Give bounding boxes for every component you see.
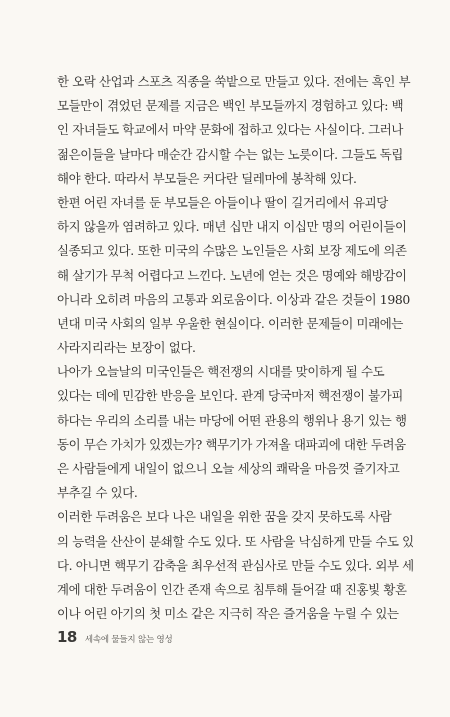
text-line: 있다는 데에 민감한 반응을 보인다. 관계 당국마저 핵전쟁이 불가피 — [57, 388, 404, 404]
text-line: 이러한 두려움은 보다 나은 내일을 위한 꿈을 갖지 못하도록 사람 — [57, 509, 392, 525]
paragraph-1 — [57, 70, 411, 191]
text-line: 하지 않을까 염려하고 있다. 매년 십만 내지 이십만 명의 어린이들이 — [57, 219, 407, 235]
text-line: 해 살기가 무척 어렵다고 느낀다. 노년에 얻는 것은 명예와 해방감이 — [57, 267, 407, 283]
text-line: 동이 무슨 가치가 있겠는가? 핵무기가 가져올 대파괴에 대한 두려움 — [57, 436, 406, 452]
text-line: 부추길 수 있다. — [57, 485, 138, 501]
paragraph-3 — [57, 360, 407, 505]
text-line: 하다는 우리의 소리를 내는 마당에 어떤 관용의 행위나 용기 있는 행 — [57, 412, 407, 428]
page-footer — [57, 628, 173, 648]
text-line: 계에 대한 두려움이 인간 존재 속으로 침투해 들어갈 때 진홍빛 황혼 — [57, 581, 407, 597]
text-line: 해야 한다. 따라서 부모들은 커다란 딜레마에 봉착해 있다. — [57, 170, 357, 186]
text-line: 나아가 오늘날의 미국인들은 핵전쟁의 시대를 맞이하게 될 수도 — [57, 364, 385, 380]
text-line: 의 능력을 산산이 분쇄할 수도 있다. 또 사람을 낙심하게 만들 수도 있 — [57, 533, 414, 549]
text-line: 아니라 오히려 마음의 고통과 외로움이다. 이상과 같은 것들이 1980 — [57, 291, 410, 307]
text-line: 년대 미국 사회의 일부 우울한 현실이다. 이러한 문제들이 미래에는 — [57, 315, 404, 331]
body-text — [57, 70, 414, 626]
text-line: 한 오락 산업과 스포츠 직종을 쑥밭으로 만들고 있다. 전에는 흑인 부 — [57, 74, 411, 89]
text-line: 은 사람들에게 내일이 없으니 오늘 세상의 쾌락을 마음껏 즐기자고 — [57, 461, 400, 476]
paragraph-4 — [57, 505, 414, 626]
text-line: 다. 아니면 핵무기 감축을 최우선적 관심사로 만들 수도 있다. 외부 세 — [57, 557, 414, 573]
text-line: 이나 어린 아기의 첫 미소 같은 지극히 작은 즐거움을 누릴 수 있는 — [57, 606, 399, 622]
text-line: 실종되고 있다. 또한 미국의 수많은 노인들은 사회 보장 제도에 의존 — [57, 243, 407, 259]
page-number: 18 — [57, 628, 77, 646]
text-line: 사라지리라는 보장이 없다. — [57, 340, 196, 356]
text-line: 젊은이들을 날마다 매순간 감시할 수는 없는 노릇이다. 그들도 독립 — [57, 146, 404, 162]
running-title: 세속에 물들지 않는 영성 — [84, 635, 173, 645]
text-line: 한편 어린 자녀를 둔 부모들은 아들이나 딸이 길거리에서 유괴당 — [57, 194, 388, 210]
paragraph-2 — [57, 191, 410, 360]
text-line: 모들만이 겪었던 문제를 지금은 백인 부모들까지 경험하고 있다: 백 — [57, 98, 404, 114]
text-line: 인 자녀들도 학교에서 마약 문화에 접하고 있다는 사실이다. 그러나 — [57, 122, 404, 138]
